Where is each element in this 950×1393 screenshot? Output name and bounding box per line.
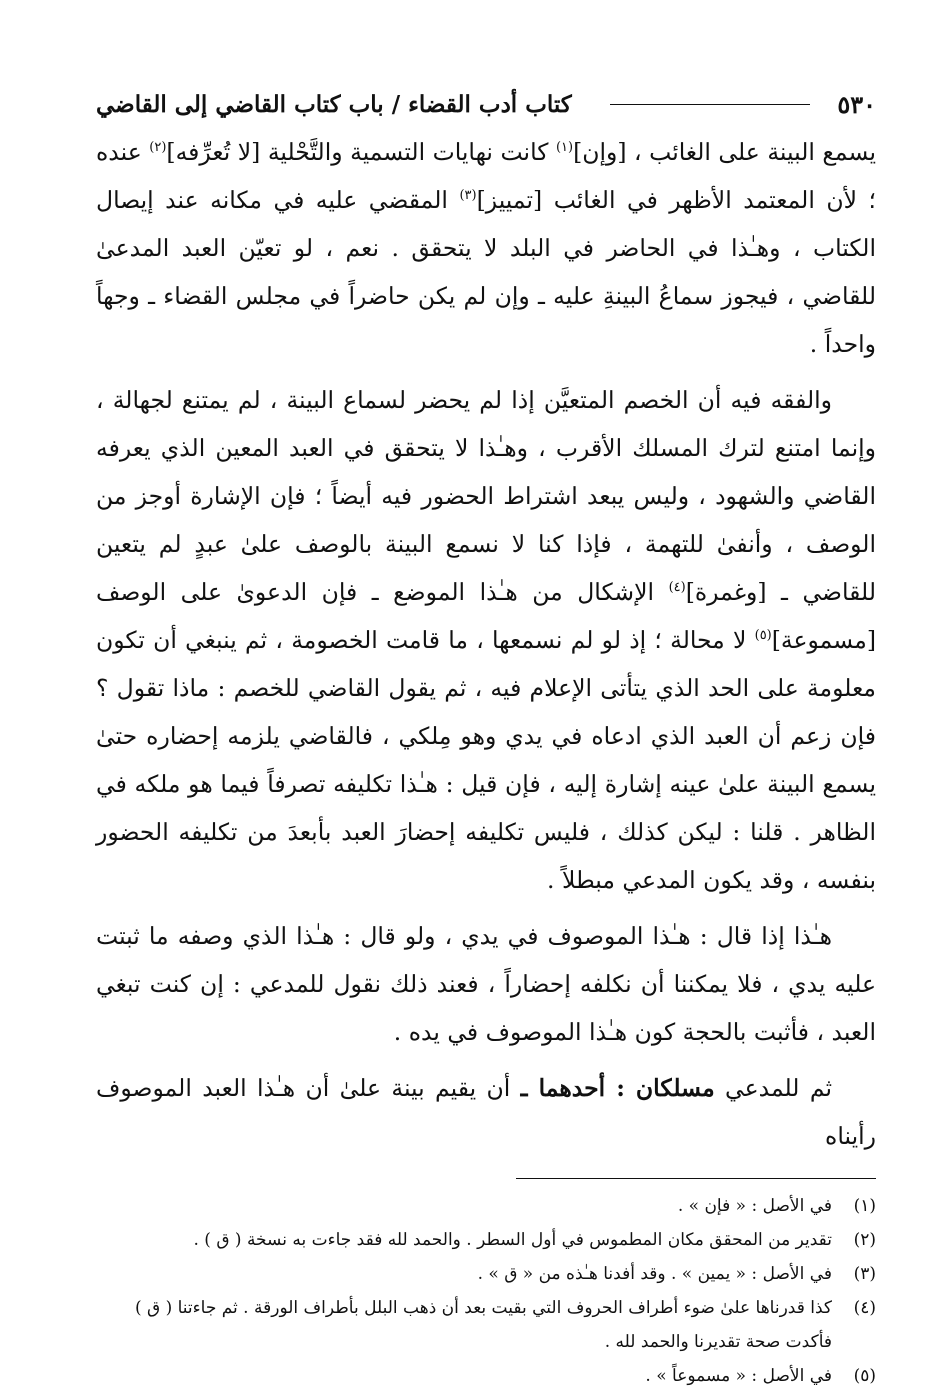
text-run: الإشكال من هـٰذا الموضع ـ فإن الدعوىٰ على الوصف [مسموعة] xyxy=(96,578,876,654)
footnote-marker: (١) xyxy=(555,140,574,156)
footnote-marker: (٤) xyxy=(668,580,686,596)
text-run: هـٰذا إذا قال : هـٰذا الموصوف في يدي ، ولو قال : هـٰذا الذي وصفه ما ثبتت عليه يدي ، فلا يمكننا أن نكلفه إحضاراً ، فعند ذلك نقول للمدعي : إن كنت تبغي العبد ، فأثبت بالحجة كون هـٰذا الموصوف في يده . xyxy=(96,922,876,1046)
running-title: كتاب أدب القضاء / باب كتاب القاضي إلى القاضي xyxy=(96,90,572,118)
footnote-separator xyxy=(516,1178,876,1179)
footnote-number: (٢) xyxy=(853,1230,876,1250)
footnote-marker: (٣) xyxy=(459,188,477,204)
footnote-text: في الأصل : « مسموعاً » . xyxy=(645,1366,832,1386)
footnote-text: في الأصل : « يمين » . وقد أفدنا هـٰذه من « ق » . xyxy=(477,1264,832,1284)
footnote xyxy=(96,1189,876,1223)
footnotes xyxy=(96,1189,876,1393)
footnote-text: في الأصل : « فإن » . xyxy=(677,1196,832,1216)
footnote-text: كذا قدرناها علىٰ ضوء أطراف الحروف التي بقيت بعد أن ذهب البلل بأطراف الورقة . ثم جاءتنا ( ق ) فأكدت صحة تقديرنا والحمد لله . xyxy=(134,1298,832,1352)
text-run: كانت نهايات التسمية والتَّحْلية [لا تُعرِّفه] xyxy=(166,138,556,166)
text-run: ثم للمدعي xyxy=(714,1074,832,1102)
paragraph xyxy=(96,376,876,904)
footnote-text: تقدير من المحقق مكان المطموس في أول السطر . والحمد لله فقد جاءت به نسخة ( ق ) . xyxy=(193,1230,832,1250)
paragraph xyxy=(96,912,876,1056)
text-run: عنده ؛ لأن المعتمد الأظهر في الغائب [تمييز] xyxy=(96,138,876,214)
running-header xyxy=(96,84,876,124)
footnote-number: (٣) xyxy=(853,1264,876,1284)
text-run: لا محالة ؛ إذ لو لم نسمعها ، ما قامت الخصومة ، ثم ينبغي أن تكون معلومة على الحد الذي يتأتى الإعلام فيه ، ثم يقول القاضي للخصم : ماذا تقول ؟ فإن زعم أن العبد الذي ادعاه في يدي وهو مِلكي ، فالقاضي يلزمه إحضاره حتىٰ يسمع البينة علىٰ عينه إشارة إليه ، فإن قيل : هـٰذا تكليفه تصرفاً فيما هو ملكه في الظاهر . قلنا : ليكن كذلك ، فليس تكليفه إحضارَ العبد بأبعدَ من تكليفه الحضور بنفسه ، وقد يكون المدعي مبطلاً . xyxy=(96,626,876,894)
footnote-marker: (٢) xyxy=(149,140,167,156)
page-number: ٥٣٠ xyxy=(837,89,876,119)
header-rule xyxy=(610,104,810,105)
footnote xyxy=(96,1223,876,1257)
footnote xyxy=(96,1257,876,1291)
footnote-number: (١) xyxy=(853,1196,876,1216)
footnote-marker: (٥) xyxy=(754,628,772,644)
paragraph xyxy=(96,128,876,368)
text-run: أن يقيم بينة علىٰ أن هـٰذا العبد الموصوف رأيناه xyxy=(96,1074,876,1150)
text-run: يسمع البينة على الغائب ، [وإن] xyxy=(573,138,876,166)
body-text xyxy=(96,128,876,1160)
document-page xyxy=(96,84,876,1393)
footnote xyxy=(96,1291,876,1359)
paragraph xyxy=(96,1064,876,1160)
text-run: والفقه فيه أن الخصم المتعيَّن إذا لم يحضر لسماع البينة ، لم يمتنع لجهالة ، وإنما امتنع لترك المسلك الأقرب ، وهـٰذا لا يتحقق في العبد المعين الذي يعرفه القاضي والشهود ، وليس يبعد اشتراط الحضور فيه أيضاً ؛ فإن الإشارة أوجز من الوصف ، وأنفىٰ للتهمة ، فإذا كنا لا نسمع البينة بالوصف علىٰ عبدٍ لم يتعين للقاضي ـ [وغمرة] xyxy=(96,386,876,606)
footnote-number: (٥) xyxy=(853,1366,876,1386)
footnote-number: (٤) xyxy=(853,1298,876,1318)
text-run: المقضي عليه في مكانه عند إيصال الكتاب ، وهـٰذا في الحاضر في البلد لا يتحقق . نعم ، لو تعيّن العبد المدعىٰ للقاضي ، فيجوز سماعُ البينةِ عليه ـ وإن لم يكن حاضراً في مجلس القضاء ـ وجهاً واحداً . xyxy=(96,186,877,358)
footnote xyxy=(96,1359,876,1393)
bold-text: مسلكان : أحدهما ـ xyxy=(520,1074,715,1102)
